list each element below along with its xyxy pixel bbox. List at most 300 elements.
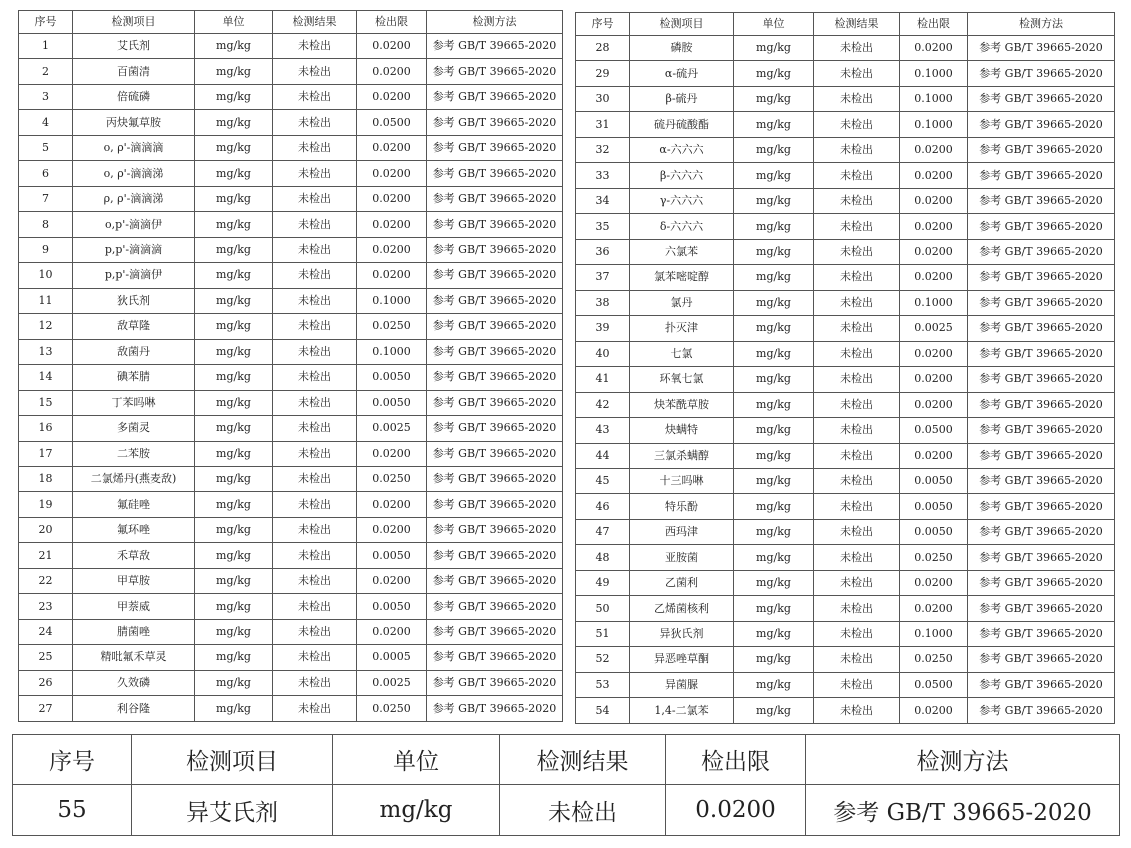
cell-unit: mg/kg — [195, 314, 273, 339]
table-row — [576, 596, 1115, 621]
cell-method: 参考 GB/T 39665-2020 — [968, 647, 1115, 672]
cell-method: 参考 GB/T 39665-2020 — [427, 161, 563, 186]
table-row — [576, 214, 1115, 239]
cell-limit: 0.0200 — [357, 619, 427, 644]
cell-unit: mg/kg — [195, 543, 273, 568]
cell-result: 未检出 — [814, 316, 900, 341]
header-method: 检测方法 — [968, 13, 1115, 36]
table-header-row — [576, 13, 1115, 36]
cell-item: 十三吗啉 — [630, 468, 734, 493]
table-row — [19, 594, 563, 619]
cell-result: 未检出 — [273, 339, 357, 364]
cell-seq: 5 — [19, 135, 73, 160]
cell-item: 环氧七氯 — [630, 367, 734, 392]
cell-result: 未检出 — [814, 545, 900, 570]
cell-limit: 0.0200 — [357, 186, 427, 211]
cell-unit: mg/kg — [195, 237, 273, 262]
cell-unit: mg/kg — [734, 86, 814, 111]
cell-result: 未检出 — [814, 163, 900, 188]
table-row — [576, 621, 1115, 646]
cell-seq: 31 — [576, 112, 630, 137]
cell-item: 禾草敌 — [73, 543, 195, 568]
cell-item: 久效磷 — [73, 670, 195, 695]
table-header-row — [19, 11, 563, 34]
cell-limit: 0.0025 — [357, 416, 427, 441]
cell-limit: 0.1000 — [900, 290, 968, 315]
cell-result: 未检出 — [273, 696, 357, 722]
cell-result: 未检出 — [273, 84, 357, 109]
cell-seq: 39 — [576, 316, 630, 341]
cell-limit: 0.0050 — [357, 543, 427, 568]
cell-seq: 25 — [19, 645, 73, 670]
cell-unit: mg/kg — [734, 494, 814, 519]
cell-unit: mg/kg — [734, 698, 814, 724]
table-row — [576, 545, 1115, 570]
cell-item: 精吡氟禾草灵 — [73, 645, 195, 670]
table-row — [19, 288, 563, 313]
cell-seq: 37 — [576, 265, 630, 290]
cell-method: 参考 GB/T 39665-2020 — [427, 416, 563, 441]
cell-result: 未检出 — [273, 161, 357, 186]
cell-item: o, ρ'-滴滴涕 — [73, 161, 195, 186]
cell-item: o, ρ'-滴滴滴 — [73, 135, 195, 160]
table-row — [19, 314, 563, 339]
cell-result: 未检出 — [273, 263, 357, 288]
cell-unit: mg/kg — [734, 341, 814, 366]
cell-limit: 0.0050 — [357, 365, 427, 390]
cell-item: 百菌清 — [73, 59, 195, 84]
table-row — [19, 186, 563, 211]
cell-result: 未检出 — [814, 596, 900, 621]
cell-item: 腈菌唑 — [73, 619, 195, 644]
cell-unit: mg/kg — [195, 619, 273, 644]
cell-seq: 42 — [576, 392, 630, 417]
cell-unit: mg/kg — [734, 468, 814, 493]
cell-method: 参考 GB/T 39665-2020 — [968, 36, 1115, 61]
cell-unit: mg/kg — [734, 290, 814, 315]
table-row — [576, 698, 1115, 724]
cell-limit: 0.0250 — [357, 466, 427, 491]
cell-limit: 0.0200 — [357, 161, 427, 186]
cell-item: 扑灭津 — [630, 316, 734, 341]
cell-method: 参考 GB/T 39665-2020 — [427, 314, 563, 339]
cell-limit: 0.0200 — [357, 84, 427, 109]
cell-unit: mg/kg — [734, 163, 814, 188]
cell-result: 未检出 — [273, 416, 357, 441]
cell-limit: 0.1000 — [900, 112, 968, 137]
cell-limit: 0.0050 — [900, 468, 968, 493]
cell-result: 未检出 — [814, 188, 900, 213]
table-row — [576, 443, 1115, 468]
cell-method: 参考 GB/T 39665-2020 — [427, 390, 563, 415]
cell-unit: mg/kg — [195, 670, 273, 695]
table-row — [576, 570, 1115, 595]
cell-limit: 0.0200 — [357, 492, 427, 517]
cell-limit: 0.0250 — [900, 647, 968, 672]
cell-unit: mg/kg — [195, 186, 273, 211]
cell-unit: mg/kg — [734, 214, 814, 239]
table-row — [19, 84, 563, 109]
cell-method: 参考 GB/T 39665-2020 — [968, 443, 1115, 468]
cell-unit: mg/kg — [734, 647, 814, 672]
cell-method: 参考 GB/T 39665-2020 — [427, 568, 563, 593]
cell-seq: 53 — [576, 672, 630, 697]
cell-item: p,p'-滴滴滴 — [73, 237, 195, 262]
cell-seq: 33 — [576, 163, 630, 188]
cell-unit: mg/kg — [195, 161, 273, 186]
cell-method: 参考 GB/T 39665-2020 — [968, 621, 1115, 646]
cell-method: 参考 GB/T 39665-2020 — [968, 61, 1115, 86]
cell-limit: 0.0200 — [900, 698, 968, 724]
cell-method: 参考 GB/T 39665-2020 — [968, 188, 1115, 213]
cell-method: 参考 GB/T 39665-2020 — [968, 494, 1115, 519]
cell-seq: 17 — [19, 441, 73, 466]
cell-limit: 0.0250 — [357, 696, 427, 722]
header-limit: 检出限 — [666, 735, 806, 785]
cell-unit: mg/kg — [195, 390, 273, 415]
cell-method: 参考 GB/T 39665-2020 — [968, 86, 1115, 111]
table-header-row — [13, 735, 1120, 785]
table-body — [13, 785, 1120, 836]
cell-limit: 0.0200 — [900, 137, 968, 162]
cell-limit: 0.1000 — [357, 339, 427, 364]
cell-limit: 0.0200 — [357, 59, 427, 84]
cell-method: 参考 GB/T 39665-2020 — [427, 466, 563, 491]
cell-method: 参考 GB/T 39665-2020 — [427, 517, 563, 542]
cell-seq: 49 — [576, 570, 630, 595]
cell-result: 未检出 — [273, 670, 357, 695]
cell-result: 未检出 — [273, 365, 357, 390]
cell-result: 未检出 — [273, 390, 357, 415]
cell-unit: mg/kg — [195, 696, 273, 722]
cell-item: 六氯苯 — [630, 239, 734, 264]
table-row — [576, 647, 1115, 672]
table-body — [19, 34, 563, 722]
cell-unit: mg/kg — [734, 36, 814, 61]
table-row — [19, 517, 563, 542]
cell-unit: mg/kg — [195, 517, 273, 542]
cell-method: 参考 GB/T 39665-2020 — [427, 263, 563, 288]
table-row — [19, 390, 563, 415]
table-row — [576, 36, 1115, 61]
cell-unit: mg/kg — [195, 212, 273, 237]
table-row — [576, 188, 1115, 213]
cell-result: 未检出 — [814, 672, 900, 697]
table-row — [19, 619, 563, 644]
cell-unit: mg/kg — [195, 645, 273, 670]
cell-method: 参考 GB/T 39665-2020 — [968, 316, 1115, 341]
cell-result: 未检出 — [814, 443, 900, 468]
cell-item: 异狄氏剂 — [630, 621, 734, 646]
cell-result: 未检出 — [273, 34, 357, 59]
cell-method: 参考 GB/T 39665-2020 — [968, 163, 1115, 188]
cell-limit: 0.0005 — [357, 645, 427, 670]
table-row — [576, 112, 1115, 137]
cell-unit: mg/kg — [734, 265, 814, 290]
cell-result: 未检出 — [273, 186, 357, 211]
cell-unit: mg/kg — [195, 34, 273, 59]
cell-method: 参考 GB/T 39665-2020 — [968, 570, 1115, 595]
cell-unit: mg/kg — [195, 441, 273, 466]
cell-limit: 0.0200 — [666, 785, 806, 836]
cell-seq: 40 — [576, 341, 630, 366]
cell-item: 炔苯酰草胺 — [630, 392, 734, 417]
cell-seq: 16 — [19, 416, 73, 441]
cell-result: 未检出 — [273, 135, 357, 160]
cell-limit: 0.0200 — [900, 443, 968, 468]
cell-seq: 52 — [576, 647, 630, 672]
header-seq: 序号 — [576, 13, 630, 36]
cell-limit: 0.0200 — [357, 212, 427, 237]
cell-result: 未检出 — [814, 214, 900, 239]
cell-seq: 28 — [576, 36, 630, 61]
table-row — [576, 519, 1115, 544]
cell-result: 未检出 — [814, 468, 900, 493]
cell-item: 1,4-二氯苯 — [630, 698, 734, 724]
cell-unit: mg/kg — [195, 594, 273, 619]
cell-limit: 0.1000 — [900, 621, 968, 646]
cell-unit: mg/kg — [734, 392, 814, 417]
table-row — [19, 237, 563, 262]
cell-seq: 36 — [576, 239, 630, 264]
cell-seq: 1 — [19, 34, 73, 59]
cell-item: 硫丹硫酸酯 — [630, 112, 734, 137]
cell-item: 倍硫磷 — [73, 84, 195, 109]
cell-result: 未检出 — [814, 392, 900, 417]
cell-limit: 0.0050 — [357, 390, 427, 415]
table-row — [576, 137, 1115, 162]
table-row — [576, 316, 1115, 341]
cell-limit: 0.0050 — [900, 519, 968, 544]
cell-unit: mg/kg — [734, 443, 814, 468]
cell-result: 未检出 — [814, 570, 900, 595]
cell-unit: mg/kg — [734, 367, 814, 392]
header-limit: 检出限 — [357, 11, 427, 34]
cell-item: α-六六六 — [630, 137, 734, 162]
cell-item: 甲萘威 — [73, 594, 195, 619]
cell-item: 乙烯菌核利 — [630, 596, 734, 621]
cell-result: 未检出 — [273, 314, 357, 339]
cell-seq: 43 — [576, 418, 630, 443]
cell-unit: mg/kg — [195, 466, 273, 491]
cell-method: 参考 GB/T 39665-2020 — [968, 239, 1115, 264]
cell-method: 参考 GB/T 39665-2020 — [427, 696, 563, 722]
header-result: 检测结果 — [814, 13, 900, 36]
cell-item: β-六六六 — [630, 163, 734, 188]
cell-method: 参考 GB/T 39665-2020 — [968, 341, 1115, 366]
results-table-right — [575, 12, 1115, 724]
cell-method: 参考 GB/T 39665-2020 — [968, 392, 1115, 417]
cell-method: 参考 GB/T 39665-2020 — [968, 596, 1115, 621]
cell-result: 未检出 — [273, 110, 357, 135]
cell-item: 敌草隆 — [73, 314, 195, 339]
cell-result: 未检出 — [273, 645, 357, 670]
table-row — [576, 392, 1115, 417]
cell-item: ρ, ρ'-滴滴涕 — [73, 186, 195, 211]
cell-result: 未检出 — [273, 517, 357, 542]
cell-limit: 0.1000 — [357, 288, 427, 313]
cell-method: 参考 GB/T 39665-2020 — [968, 418, 1115, 443]
cell-unit: mg/kg — [195, 110, 273, 135]
cell-seq: 27 — [19, 696, 73, 722]
table-row — [576, 290, 1115, 315]
cell-result: 未检出 — [814, 341, 900, 366]
cell-seq: 21 — [19, 543, 73, 568]
cell-seq: 12 — [19, 314, 73, 339]
cell-seq: 18 — [19, 466, 73, 491]
cell-limit: 0.0500 — [357, 110, 427, 135]
table-row — [576, 163, 1115, 188]
cell-result: 未检出 — [273, 543, 357, 568]
cell-seq: 3 — [19, 84, 73, 109]
cell-method: 参考 GB/T 39665-2020 — [968, 698, 1115, 724]
cell-seq: 11 — [19, 288, 73, 313]
cell-unit: mg/kg — [734, 418, 814, 443]
header-unit: 单位 — [195, 11, 273, 34]
cell-seq: 14 — [19, 365, 73, 390]
cell-result: 未检出 — [814, 698, 900, 724]
cell-item: 氯苯嘧啶醇 — [630, 265, 734, 290]
cell-limit: 0.0200 — [357, 441, 427, 466]
cell-method: 参考 GB/T 39665-2020 — [968, 672, 1115, 697]
cell-method: 参考 GB/T 39665-2020 — [427, 84, 563, 109]
cell-unit: mg/kg — [734, 596, 814, 621]
cell-unit: mg/kg — [195, 568, 273, 593]
cell-seq: 20 — [19, 517, 73, 542]
cell-result: 未检出 — [814, 519, 900, 544]
cell-seq: 38 — [576, 290, 630, 315]
cell-result: 未检出 — [273, 492, 357, 517]
header-result: 检测结果 — [500, 735, 666, 785]
header-item: 检测项目 — [73, 11, 195, 34]
cell-limit: 0.0500 — [900, 418, 968, 443]
cell-seq: 48 — [576, 545, 630, 570]
cell-result: 未检出 — [273, 466, 357, 491]
cell-method: 参考 GB/T 39665-2020 — [427, 492, 563, 517]
cell-unit: mg/kg — [734, 570, 814, 595]
cell-unit: mg/kg — [734, 61, 814, 86]
cell-unit: mg/kg — [734, 239, 814, 264]
cell-item: 艾氏剂 — [73, 34, 195, 59]
cell-result: 未检出 — [273, 237, 357, 262]
cell-method: 参考 GB/T 39665-2020 — [427, 645, 563, 670]
table-row — [19, 466, 563, 491]
table-row — [19, 135, 563, 160]
cell-limit: 0.0200 — [900, 239, 968, 264]
cell-limit: 0.0200 — [357, 135, 427, 160]
cell-item: 亚胺菌 — [630, 545, 734, 570]
cell-item: 异艾氏剂 — [132, 785, 333, 836]
table-row — [19, 416, 563, 441]
cell-method: 参考 GB/T 39665-2020 — [427, 670, 563, 695]
header-seq: 序号 — [19, 11, 73, 34]
cell-limit: 0.1000 — [900, 86, 968, 111]
table-row — [19, 339, 563, 364]
cell-unit: mg/kg — [734, 188, 814, 213]
cell-unit: mg/kg — [195, 59, 273, 84]
cell-unit: mg/kg — [734, 316, 814, 341]
cell-item: 狄氏剂 — [73, 288, 195, 313]
cell-unit: mg/kg — [734, 137, 814, 162]
cell-result: 未检出 — [814, 621, 900, 646]
cell-unit: mg/kg — [195, 288, 273, 313]
cell-item: 乙菌利 — [630, 570, 734, 595]
cell-limit: 0.0200 — [900, 214, 968, 239]
cell-item: o,p'-滴滴伊 — [73, 212, 195, 237]
table-body — [576, 36, 1115, 724]
cell-limit: 0.0050 — [900, 494, 968, 519]
cell-seq: 47 — [576, 519, 630, 544]
cell-method: 参考 GB/T 39665-2020 — [427, 288, 563, 313]
cell-result: 未检出 — [500, 785, 666, 836]
cell-result: 未检出 — [814, 239, 900, 264]
cell-seq: 45 — [576, 468, 630, 493]
cell-result: 未检出 — [814, 36, 900, 61]
cell-limit: 0.0200 — [357, 263, 427, 288]
cell-method: 参考 GB/T 39665-2020 — [427, 34, 563, 59]
table-row — [576, 672, 1115, 697]
cell-item: 七氯 — [630, 341, 734, 366]
cell-result: 未检出 — [814, 367, 900, 392]
cell-result: 未检出 — [814, 290, 900, 315]
cell-item: 甲草胺 — [73, 568, 195, 593]
cell-seq: 2 — [19, 59, 73, 84]
cell-result: 未检出 — [273, 568, 357, 593]
cell-limit: 0.0500 — [900, 672, 968, 697]
cell-seq: 22 — [19, 568, 73, 593]
cell-limit: 0.0250 — [357, 314, 427, 339]
cell-seq: 46 — [576, 494, 630, 519]
cell-unit: mg/kg — [333, 785, 500, 836]
cell-unit: mg/kg — [734, 519, 814, 544]
cell-seq: 55 — [13, 785, 132, 836]
cell-limit: 0.0200 — [357, 517, 427, 542]
cell-method: 参考 GB/T 39665-2020 — [427, 110, 563, 135]
table-row — [576, 86, 1115, 111]
cell-method: 参考 GB/T 39665-2020 — [427, 441, 563, 466]
cell-item: 二氯烯丹(燕麦敌) — [73, 466, 195, 491]
cell-result: 未检出 — [273, 441, 357, 466]
cell-unit: mg/kg — [195, 365, 273, 390]
cell-seq: 35 — [576, 214, 630, 239]
cell-limit: 0.1000 — [900, 61, 968, 86]
cell-method: 参考 GB/T 39665-2020 — [968, 468, 1115, 493]
cell-seq: 41 — [576, 367, 630, 392]
cell-method: 参考 GB/T 39665-2020 — [968, 214, 1115, 239]
cell-result: 未检出 — [273, 594, 357, 619]
cell-item: 氟环唑 — [73, 517, 195, 542]
cell-result: 未检出 — [814, 265, 900, 290]
table-row — [576, 239, 1115, 264]
cell-limit: 0.0200 — [900, 367, 968, 392]
header-result: 检测结果 — [273, 11, 357, 34]
cell-method: 参考 GB/T 39665-2020 — [427, 237, 563, 262]
cell-method: 参考 GB/T 39665-2020 — [968, 265, 1115, 290]
cell-result: 未检出 — [814, 112, 900, 137]
cell-method: 参考 GB/T 39665-2020 — [968, 137, 1115, 162]
cell-item: 多菌灵 — [73, 416, 195, 441]
header-unit: 单位 — [333, 735, 500, 785]
cell-unit: mg/kg — [195, 416, 273, 441]
cell-result: 未检出 — [814, 137, 900, 162]
cell-seq: 29 — [576, 61, 630, 86]
cell-method: 参考 GB/T 39665-2020 — [427, 543, 563, 568]
table-row — [19, 492, 563, 517]
cell-method: 参考 GB/T 39665-2020 — [968, 367, 1115, 392]
cell-unit: mg/kg — [195, 84, 273, 109]
header-seq: 序号 — [13, 735, 132, 785]
cell-method: 参考 GB/T 39665-2020 — [427, 59, 563, 84]
